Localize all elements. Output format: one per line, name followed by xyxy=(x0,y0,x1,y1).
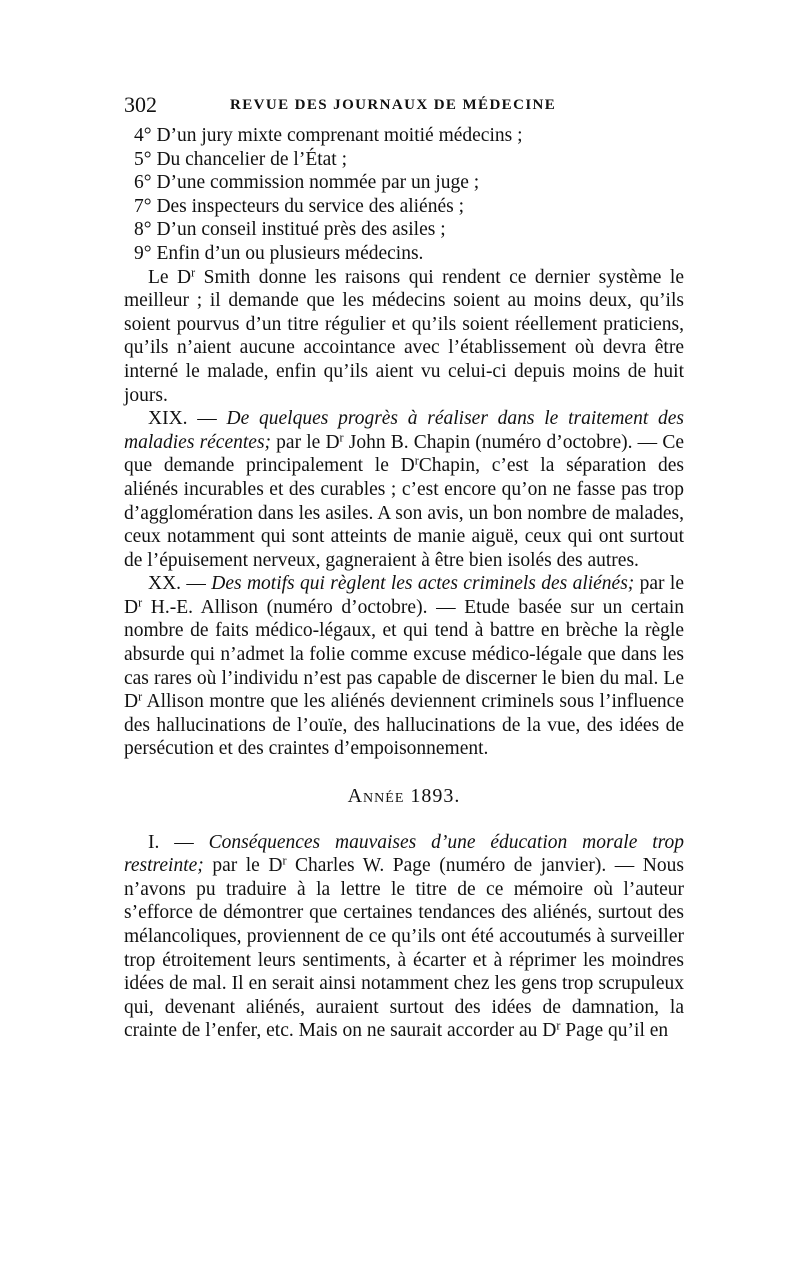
page-number: 302 xyxy=(124,92,157,117)
running-title: REVUE DES JOURNAUX DE MÉDECINE xyxy=(230,97,557,113)
article-title: Conséquences mauvaises d’une éducation morale trop restreinte; xyxy=(124,831,684,877)
section-heading-word: Année xyxy=(347,785,405,808)
page-header xyxy=(124,92,684,122)
paragraph-xx: XX. — Des motifs qui règlent les actes criminels des aliénés; par le $D^r$ H.-E. Allison (numéro d’octobre). — Etude basée sur un certain nombre de faits médico-légaux, et qui tend à battre en brèche la règle absurde qui n’admet la folie comme excuse médico-légale que dans les cas rares où l’individu n’est pas capable de discerner le bien du mal. Le $D^r$ Allison montre que les aliénés deviennent criminels sous l’influence des hallucinations de l’ouïe, des hallucinations de la vue, des idées de persécution et des craintes d’empoisonnement. xyxy=(124,573,684,760)
list-item xyxy=(124,124,684,148)
section-heading xyxy=(124,785,684,809)
list-item-number: 7° xyxy=(134,195,152,217)
list-item-text: D’un jury mixte comprenant moitié médecins ; xyxy=(156,125,523,146)
article-title: Des motifs qui règlent les actes criminels des aliénés; xyxy=(211,573,635,595)
list-item xyxy=(124,148,684,172)
article-number: XX. — xyxy=(148,573,212,595)
list-item-text: Du chancelier de l’État ; xyxy=(156,148,348,170)
list-item xyxy=(124,242,684,266)
paragraph-i: I. — Conséquences mauvaises d’une éducation morale trop restreinte; par le $D^r$ Charles W. Page (numéro de janvier). — Nous n’avons pu traduire à la lettre le titre de ce mémoire où l’auteur s’efforce de démontrer que certaines tendances des aliénés, surtout des mélancoliques, proviennent de ce qu’ils ont été accoutumés à surveiller trop étroitement leurs sentiments, à écarter et à réprimer les moindres idées de mal. Il en serait ainsi notamment chez les gens trop scrupuleux qui, devenant aliénés, auraient surtout des idées de damnation, la crainte de l’enfer, etc. Mais on ne saurait accorder au $D^r$ Page qu’il en xyxy=(124,831,684,1042)
list-item-number: 8° xyxy=(134,219,152,241)
list-item-number: 6° xyxy=(134,172,152,194)
list-item xyxy=(124,218,684,242)
list-item xyxy=(124,195,684,219)
list-item-text: Enfin d’un ou plusieurs médecins. xyxy=(156,242,424,264)
article-number: I. — xyxy=(148,831,209,853)
list-item-text: Des inspecteurs du service des aliénés ; xyxy=(156,195,465,217)
list-item-text: D’une commission nommée par un juge ; xyxy=(156,172,480,194)
paragraph-smith: Le $D^r$ Smith donne les raisons qui rendent ce dernier système le meilleur ; il demande que les médecins soient au moins deux, qu’ils soient pourvus d’un titre régulier et qu’ils soient réellement praticiens, qu’ils n’aient aucune accointance avec l’établissement où devra être interné le malade, enfin qu’ils aient vu celui-ci depuis moins de huit jours. xyxy=(124,264,684,406)
list-item xyxy=(124,171,684,195)
paragraph-xix: XIX. — De quelques progrès à réaliser dans le traitement des maladies récentes; par le $D^r$ John B. Chapin (numéro d’octobre). — Ce que demande principalement le $D^rChapin$, c’est la séparation des aliénés incurables et des curables ; c’est encore qu’on ne fasse pas trop d’agglomération dans les asiles. A son avis, un bon nombre de malades, ceux notamment qui sont atteints de manie aiguë, ceux qui ont surtout de l’épuisement nerveux, gagneraient à être bien isolés des autres. xyxy=(124,408,684,571)
article-number: XIX. — xyxy=(148,408,227,430)
list-item-number: 9° xyxy=(134,242,152,264)
article-title: De quelques progrès à réaliser dans le traitement des maladies récentes; xyxy=(124,408,684,453)
section-heading-year: 1893. xyxy=(404,785,461,808)
list-item-number: 4° xyxy=(134,125,152,146)
numbered-list xyxy=(124,124,684,266)
list-item-text: D’un conseil institué près des asiles ; xyxy=(156,219,446,241)
page-body xyxy=(124,124,684,1043)
list-item-number: 5° xyxy=(134,148,152,170)
